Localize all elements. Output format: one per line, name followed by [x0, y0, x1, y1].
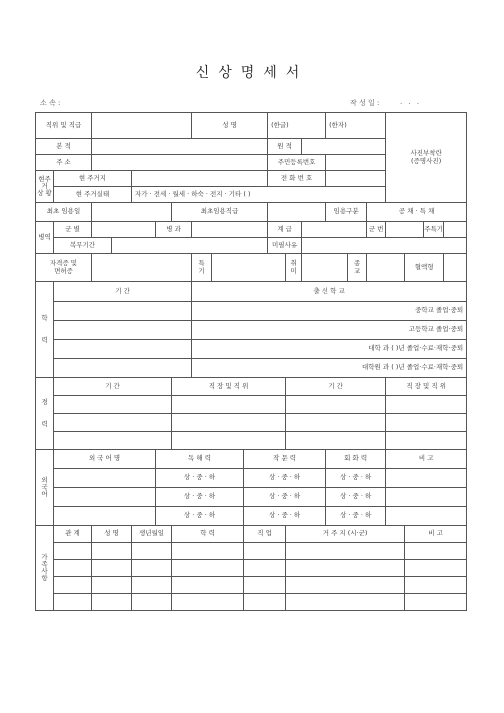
service-no-field[interactable] [386, 222, 424, 238]
career-field[interactable] [172, 414, 286, 432]
family-cell[interactable] [92, 594, 132, 611]
license-field[interactable] [92, 254, 192, 282]
date-value: . . . [400, 98, 422, 106]
family-cell[interactable] [244, 560, 286, 577]
family-cell[interactable] [405, 594, 467, 611]
career-field[interactable] [286, 396, 386, 414]
address-field[interactable] [92, 155, 268, 171]
residence-type-options[interactable]: 자가 · 전세 · 월세 · 하숙 · 전지 · 기타 ( ) [132, 187, 386, 203]
service-period-field[interactable] [112, 238, 268, 254]
education-period-field[interactable] [54, 359, 192, 378]
reading-level[interactable]: 상 · 중 · 하 [156, 488, 244, 507]
family-education-header: 학 력 [172, 526, 244, 543]
hobby-field[interactable] [302, 254, 348, 282]
name-hanja-field[interactable]: (한자) [326, 113, 386, 139]
family-label: 가 족 사 항 [36, 526, 54, 611]
reading-header: 독 해 력 [156, 450, 244, 469]
writing-level[interactable]: 상 · 중 · 하 [244, 488, 326, 507]
family-cell[interactable] [286, 543, 405, 560]
blood-type-field[interactable] [444, 254, 467, 282]
occupation-header: 직 업 [244, 526, 286, 543]
family-cell[interactable] [172, 577, 244, 594]
education-high-school[interactable]: 고등학교 졸업·중퇴 [192, 321, 467, 340]
education-period-field[interactable] [54, 340, 192, 359]
career-field[interactable] [54, 414, 172, 432]
special-skill-field[interactable] [444, 222, 467, 238]
first-hire-grade-label: 최초임용직급 [172, 203, 268, 222]
family-cell[interactable] [54, 594, 92, 611]
family-remarks-header: 비 고 [405, 526, 467, 543]
residence-type-label: 현 주거실태 [54, 187, 132, 203]
family-name-header: 성 명 [92, 526, 132, 543]
family-cell[interactable] [405, 560, 467, 577]
date-label: 작 성 일 : [350, 99, 380, 107]
affiliation-label: 소 속 : [40, 99, 61, 107]
education-school-header: 출 신 학 교 [192, 282, 467, 302]
career-field[interactable] [172, 432, 286, 450]
position-rank-label: 직위 및 직급 [36, 113, 92, 139]
family-cell[interactable] [54, 560, 92, 577]
family-cell[interactable] [286, 577, 405, 594]
origin-label: 원 적 [268, 139, 302, 155]
career-label: 경 력 [36, 378, 54, 450]
language-remarks-field[interactable] [386, 507, 467, 526]
first-hire-date-label: 최초 임용일 [36, 203, 92, 222]
rank-label: 계 급 [268, 222, 302, 238]
family-cell[interactable] [54, 577, 92, 594]
education-period-header: 기 간 [54, 282, 192, 302]
hire-type-label: 임용구분 [326, 203, 367, 222]
rank-field[interactable] [302, 222, 367, 238]
family-cell[interactable] [172, 543, 244, 560]
photo-area[interactable] [386, 113, 467, 203]
name-label: 성 명 [192, 113, 268, 139]
family-cell[interactable] [92, 577, 132, 594]
language-name-header: 외 국 어 명 [54, 450, 156, 469]
form-table [35, 112, 467, 611]
specialty-skill-label: 특 기 [192, 254, 212, 282]
career-field[interactable] [286, 432, 386, 450]
license-label: 자격증 및 면허증 [36, 254, 92, 282]
current-residence-label: 현 주거지 [54, 171, 132, 187]
family-cell[interactable] [172, 594, 244, 611]
residence-status-label: 현주거 상 황 [36, 171, 54, 203]
career-field[interactable] [386, 432, 467, 450]
career-field[interactable] [386, 414, 467, 432]
reading-level[interactable]: 상 · 중 · 하 [156, 469, 244, 488]
phone-label: 전 화 번 호 [268, 171, 326, 187]
resident-no-label: 주민등록번호 [268, 155, 326, 171]
special-skill-label: 주특기 [424, 222, 444, 238]
origin-field[interactable] [302, 139, 386, 155]
family-cell[interactable] [54, 543, 92, 560]
registered-domicile-label: 본 적 [36, 139, 92, 155]
first-hire-date-field[interactable] [92, 203, 172, 222]
service-period-label: 복무기간 [54, 238, 112, 254]
family-cell[interactable] [92, 543, 132, 560]
writing-level[interactable]: 상 · 중 · 하 [244, 469, 326, 488]
career-workplace-header-1: 직 장 및 직 위 [172, 378, 286, 396]
religion-label: 종 교 [348, 254, 367, 282]
family-cell[interactable] [244, 594, 286, 611]
language-name-field[interactable] [54, 507, 156, 526]
reading-level[interactable]: 상 · 중 · 하 [156, 507, 244, 526]
family-cell[interactable] [405, 577, 467, 594]
birth-header: 생년월일 [132, 526, 172, 543]
speaking-level[interactable]: 상 · 중 · 하 [326, 469, 386, 488]
family-cell[interactable] [244, 543, 286, 560]
exemption-reason-field[interactable] [302, 238, 467, 254]
family-cell[interactable] [405, 543, 467, 560]
education-period-field[interactable] [54, 321, 192, 340]
family-cell[interactable] [286, 560, 405, 577]
service-no-label: 군 번 [367, 222, 386, 238]
name-korean-field[interactable]: (한글) [268, 113, 326, 139]
resident-no-field[interactable] [326, 155, 386, 171]
page-title: 신상명세서 [195, 65, 309, 81]
family-cell[interactable] [132, 543, 172, 560]
exemption-reason-label: 미필사유 [268, 238, 302, 254]
language-remarks-field[interactable] [386, 488, 467, 507]
blood-type-label: 혈액형 [405, 254, 444, 282]
family-cell[interactable] [286, 594, 405, 611]
family-cell[interactable] [92, 560, 132, 577]
education-period-field[interactable] [54, 302, 192, 321]
military-label: 병역 [36, 222, 54, 254]
hire-type-options[interactable]: 공 채 · 특 채 [367, 203, 467, 222]
language-label: 외 국 어 [36, 450, 54, 526]
speaking-header: 회 화 력 [326, 450, 386, 469]
address-label: 주 소 [36, 155, 92, 171]
family-cell[interactable] [244, 577, 286, 594]
career-field[interactable] [172, 396, 286, 414]
first-hire-grade-field[interactable] [268, 203, 326, 222]
career-field[interactable] [54, 432, 172, 450]
writing-header: 작 문 력 [244, 450, 326, 469]
career-field[interactable] [54, 396, 172, 414]
hobby-label: 취 미 [286, 254, 302, 282]
career-workplace-header-2: 직 장 및 직 위 [386, 378, 467, 396]
career-period-header-2: 기 간 [286, 378, 386, 396]
language-remarks-header: 비 고 [386, 450, 467, 469]
family-residence-header: 거 주 지 (시·군) [286, 526, 405, 543]
specialty-skill-field[interactable] [212, 254, 286, 282]
career-period-header-1: 기 간 [54, 378, 172, 396]
education-middle-school[interactable]: 중학교 졸업·중퇴 [192, 302, 467, 321]
religion-field[interactable] [367, 254, 405, 282]
specialty-label: 병 과 [156, 222, 192, 238]
family-cell[interactable] [132, 560, 172, 577]
career-field[interactable] [286, 414, 386, 432]
family-cell[interactable] [132, 594, 172, 611]
speaking-level[interactable]: 상 · 중 · 하 [326, 488, 386, 507]
phone-field[interactable] [326, 171, 386, 187]
education-college[interactable]: 대학 과 ( )년 졸업·수료·재학·중퇴 [192, 340, 467, 359]
branch-label: 군 별 [54, 222, 92, 238]
position-rank-field[interactable] [92, 113, 192, 139]
current-residence-field[interactable] [132, 171, 268, 187]
relation-header: 관 계 [54, 526, 92, 543]
career-field[interactable] [386, 396, 467, 414]
language-remarks-field[interactable] [386, 469, 467, 488]
registered-domicile-field[interactable] [92, 139, 268, 155]
writing-level[interactable]: 상 · 중 · 하 [244, 507, 326, 526]
education-label: 학 력 [36, 282, 54, 378]
language-name-field[interactable] [54, 469, 156, 488]
speaking-level[interactable]: 상 · 중 · 하 [326, 507, 386, 526]
specialty-field[interactable] [192, 222, 268, 238]
education-graduate[interactable]: 대학원 과 ( )년 졸업·수료·재학·중퇴 [192, 359, 467, 378]
family-cell[interactable] [172, 560, 244, 577]
family-cell[interactable] [132, 577, 172, 594]
branch-field[interactable] [92, 222, 156, 238]
language-name-field[interactable] [54, 488, 156, 507]
photo-label: 사진부착란 (증명사진) [410, 149, 442, 165]
